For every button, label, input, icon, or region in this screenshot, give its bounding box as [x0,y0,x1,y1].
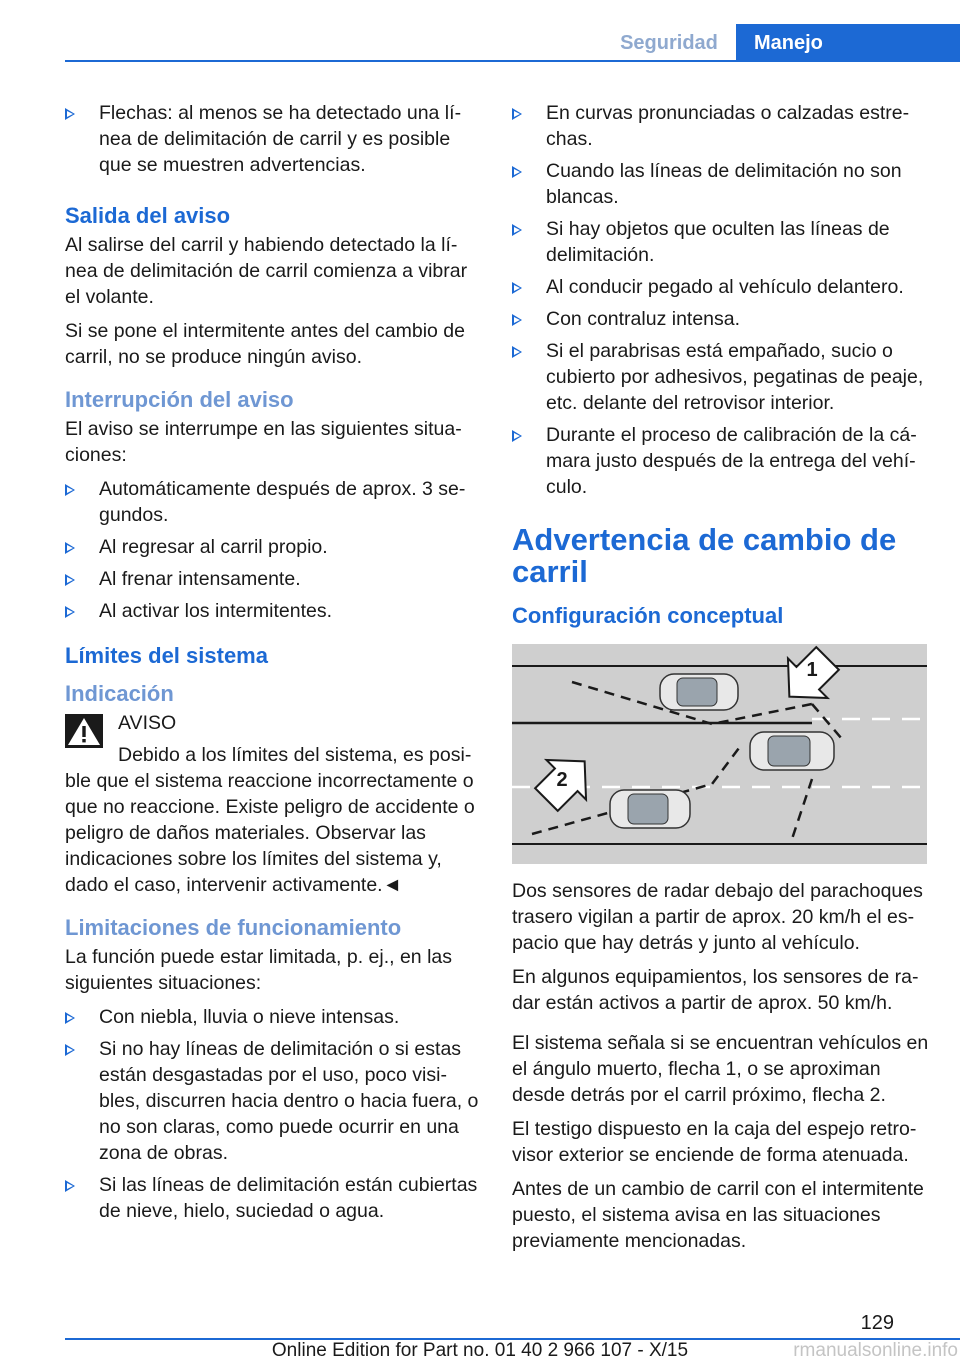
paragraph: Si se pone el intermitente antes del cambio de carril, no se produce ningún aviso. [65,320,465,368]
bullet-triangle-icon [65,484,75,496]
top-bullet-list [65,100,480,178]
bullet-triangle-icon [512,166,522,178]
bullet-triangle-icon [512,314,522,326]
paragraph: El sistema señala si se encuentran vehículos en el ángulo muerto, flecha 1, o se aproximan desde detrás por el carril próximo, flecha 2. [512,1032,929,1106]
list-item: Al frenar intensamente. [65,566,480,592]
arrow-2-label: 2 [556,769,568,791]
bullet-triangle-icon [65,542,75,554]
edition-footer: Online Edition for Part no. 01 40 2 966 107 - X/15 [271,1340,689,1361]
list-item: Si no hay líneas de delimitación o si estas están desgastadas por el uso, poco visibles, discurren hacia dentro o hacia fuera, o no son claras, como puede ocurrir en una zona de obras. [65,1036,480,1166]
heading-configuracion: Configuración conceptual [512,603,784,628]
car-middle [750,732,834,770]
header-rule [65,60,960,62]
list-item: Al activar los intermitentes. [65,598,480,624]
list-item: Automáticamente después de aprox. 3 segundos. [65,476,480,528]
tab-seguridad[interactable]: Seguridad [620,32,718,54]
list-item: Flechas: al menos se ha detectado una línea de delimitación de carril y es posible que se muestren advertencias. [65,100,480,178]
left-column [65,100,480,1230]
bullet-triangle-icon [512,346,522,358]
list-item: Durante el proceso de calibración de la cámara justo después de la entrega del vehículo. [512,422,932,500]
warning-label: AVISO [118,712,177,734]
paragraph: Dos sensores de radar debajo del parachoques trasero vigilan a partir de aprox. 20 km/h el espacio que hay detrás y junto al vehículo. [512,880,923,954]
paragraph: La función puede estar limitada, p. ej., en las siguientes situaciones: [65,946,452,994]
bullet-triangle-icon [65,606,75,618]
heading-salida-aviso: Salida del aviso [65,203,231,228]
list-item: Al conducir pegado al vehículo delantero. [512,274,932,300]
paragraph: Al salirse del carril y habiendo detectado la línea de delimitación de carril comienza a vibrar el volante. [65,234,468,308]
warning-text: Debido a los límites del sistema, es posible que el sistema reaccione incorrectamente o que no reaccione. Existe peligro de accidente o peligro de daños materiales. Observar las indicaciones sobre los límites del sistema y, dado el caso, intervenir activamente.◄ [65,744,475,896]
heading-indicacion: Indicación [65,681,174,706]
page-number: 129 [860,1312,894,1334]
heading-interrupcion-aviso: Interrupción del aviso [65,387,294,412]
paragraph: Antes de un cambio de carril con el intermitente puesto, el sistema avisa en las situaciones previamente mencionadas. [512,1178,924,1252]
car-rear [610,790,690,828]
list-item: Con contraluz intensa. [512,306,932,332]
list-item: Cuando las líneas de delimitación no son blancas. [512,158,932,210]
list-item: Si hay objetos que oculten las líneas de delimitación. [512,216,932,268]
bullet-triangle-icon [65,1180,75,1192]
bullet-triangle-icon [65,1012,75,1024]
interrupcion-bullet-list [65,476,480,624]
warning-triangle-icon [65,714,103,748]
section-title: Advertencia de cambio de carril [512,522,897,589]
bullet-triangle-icon [512,430,522,442]
bullet-triangle-icon [65,108,75,120]
bullet-triangle-icon [512,282,522,294]
heading-limitaciones: Limitaciones de funcionamiento [65,915,402,940]
bullet-triangle-icon [65,1044,75,1056]
limitaciones-bullet-list [65,1004,480,1224]
lane-change-diagram [512,644,927,864]
bullet-triangle-icon [512,224,522,236]
tab-manejo[interactable]: Manejo [736,24,960,60]
right-bullet-list [512,100,932,500]
warning-notice [65,710,480,898]
arrow-1-label: 1 [806,659,818,681]
list-item: En curvas pronunciadas o calzadas estrechas. [512,100,932,152]
list-item: Si el parabrisas está empañado, sucio o cubierto por adhesivos, pegatinas de peaje, etc. delante del retrovisor interior. [512,338,932,416]
car-front [660,674,738,710]
list-item: Con niebla, lluvia o nieve intensas. [65,1004,480,1030]
list-item: Si las líneas de delimitación están cubiertas de nieve, hielo, suciedad o agua. [65,1172,480,1224]
list-item: Al regresar al carril propio. [65,534,480,560]
bullet-triangle-icon [65,574,75,586]
heading-limites-sistema: Límites del sistema [65,643,268,668]
paragraph: El testigo dispuesto en la caja del espejo retrovisor exterior se enciende de forma atenuada. [512,1118,917,1166]
paragraph: El aviso se interrumpe en las siguientes situaciones: [65,418,462,466]
paragraph: En algunos equipamientos, los sensores de radar están activos a partir de aprox. 50 km/h. [512,966,919,1014]
right-column [512,100,932,1262]
bullet-triangle-icon [512,108,522,120]
watermark: rmanualsonline.info [793,1340,958,1361]
